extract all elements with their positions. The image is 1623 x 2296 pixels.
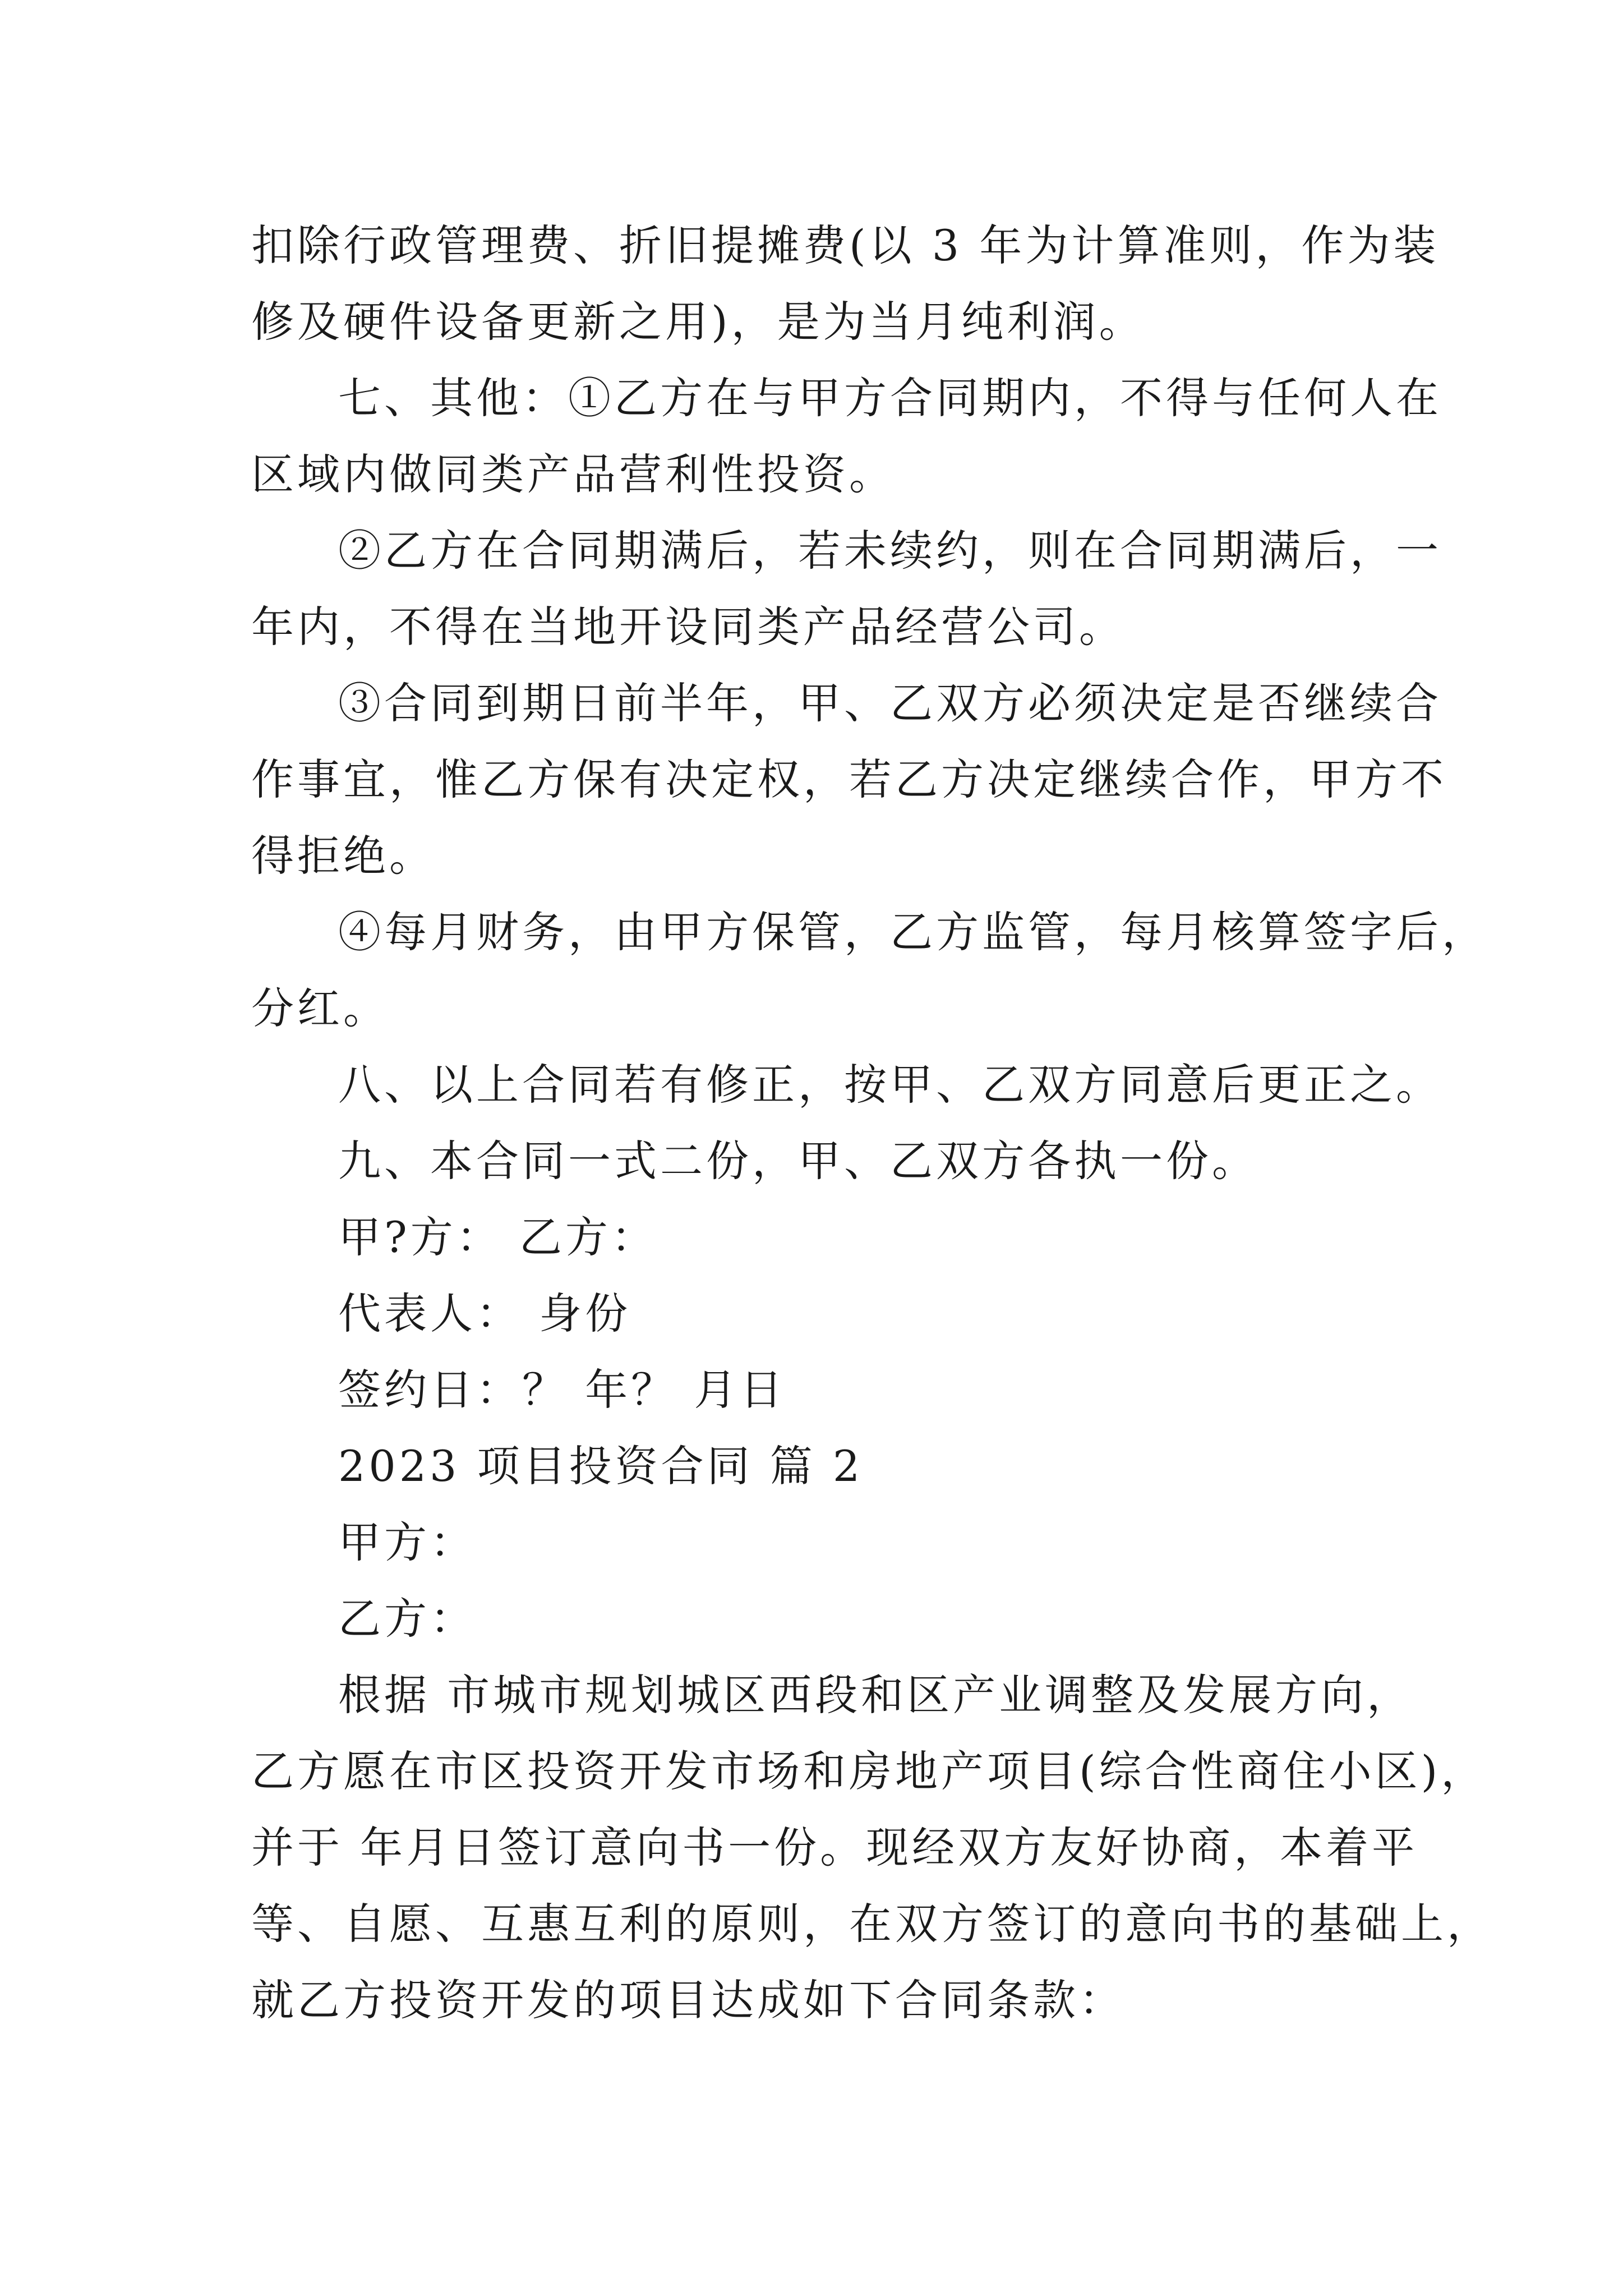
signature-date: 签约日：？ 年？ 月日	[338, 1365, 786, 1415]
text-line: 得拒绝。	[251, 831, 435, 881]
signature-representative: 代表人： 身份	[338, 1289, 631, 1338]
text-line: 就乙方投资开发的项目达成如下合同条款：	[251, 1975, 1125, 2025]
section-title: 2023 项目投资合同 篇 2	[338, 1441, 864, 1491]
clause-seven-item-2: ②乙方在合同期满后，若未续约，则在合同期满后，一	[338, 526, 1442, 576]
text-line: 修及硬件设备更新之用)，是为当月纯利润。	[251, 297, 1145, 347]
signature-parties: 甲?方： 乙方：	[338, 1212, 657, 1262]
text-line: 乙方愿在市区投资开发市场和房地产项目(综合性商住小区)，	[251, 1746, 1487, 1796]
clause-eight: 八、以上合同若有修正，按甲、乙双方同意后更正之。	[338, 1060, 1442, 1110]
text-line: 并于 年月日签订意向书一份。现经双方友好协商，本着平	[251, 1823, 1418, 1872]
document-body	[251, 208, 1493, 2039]
party-b-label: 乙方：	[338, 1594, 476, 1644]
text-line: 扣除行政管理费、折旧提摊费(以 3 年为计算准则，作为装	[251, 220, 1440, 270]
text-line: 等、自愿、互惠互利的原则，在双方签订的意向书的基础上，	[251, 1899, 1493, 1949]
clause-seven-item-3: ③合同到期日前半年，甲、乙双方必须决定是否继续合	[338, 678, 1442, 728]
text-line: 区域内做同类产品营利性投资。	[251, 449, 895, 499]
clause-seven-item-4: ④每月财务，由甲方保管，乙方监管，每月核算签字后，	[338, 907, 1488, 957]
text-line: 年内，不得在当地开设同类产品经营公司。	[251, 602, 1125, 652]
clause-nine: 九、本合同一式二份，甲、乙双方各执一份。	[338, 1136, 1258, 1186]
clause-seven: 七、其他：①乙方在与甲方合同期内，不得与任何人在	[338, 373, 1442, 423]
text-line: 分红。	[251, 983, 389, 1033]
preamble-paragraph: 根据 市城市规划城区西段和区产业调整及发展方向，	[338, 1670, 1413, 1720]
text-line: 作事宜，惟乙方保有决定权，若乙方决定继续合作，甲方不	[251, 754, 1447, 804]
party-a-label: 甲方：	[338, 1517, 476, 1567]
